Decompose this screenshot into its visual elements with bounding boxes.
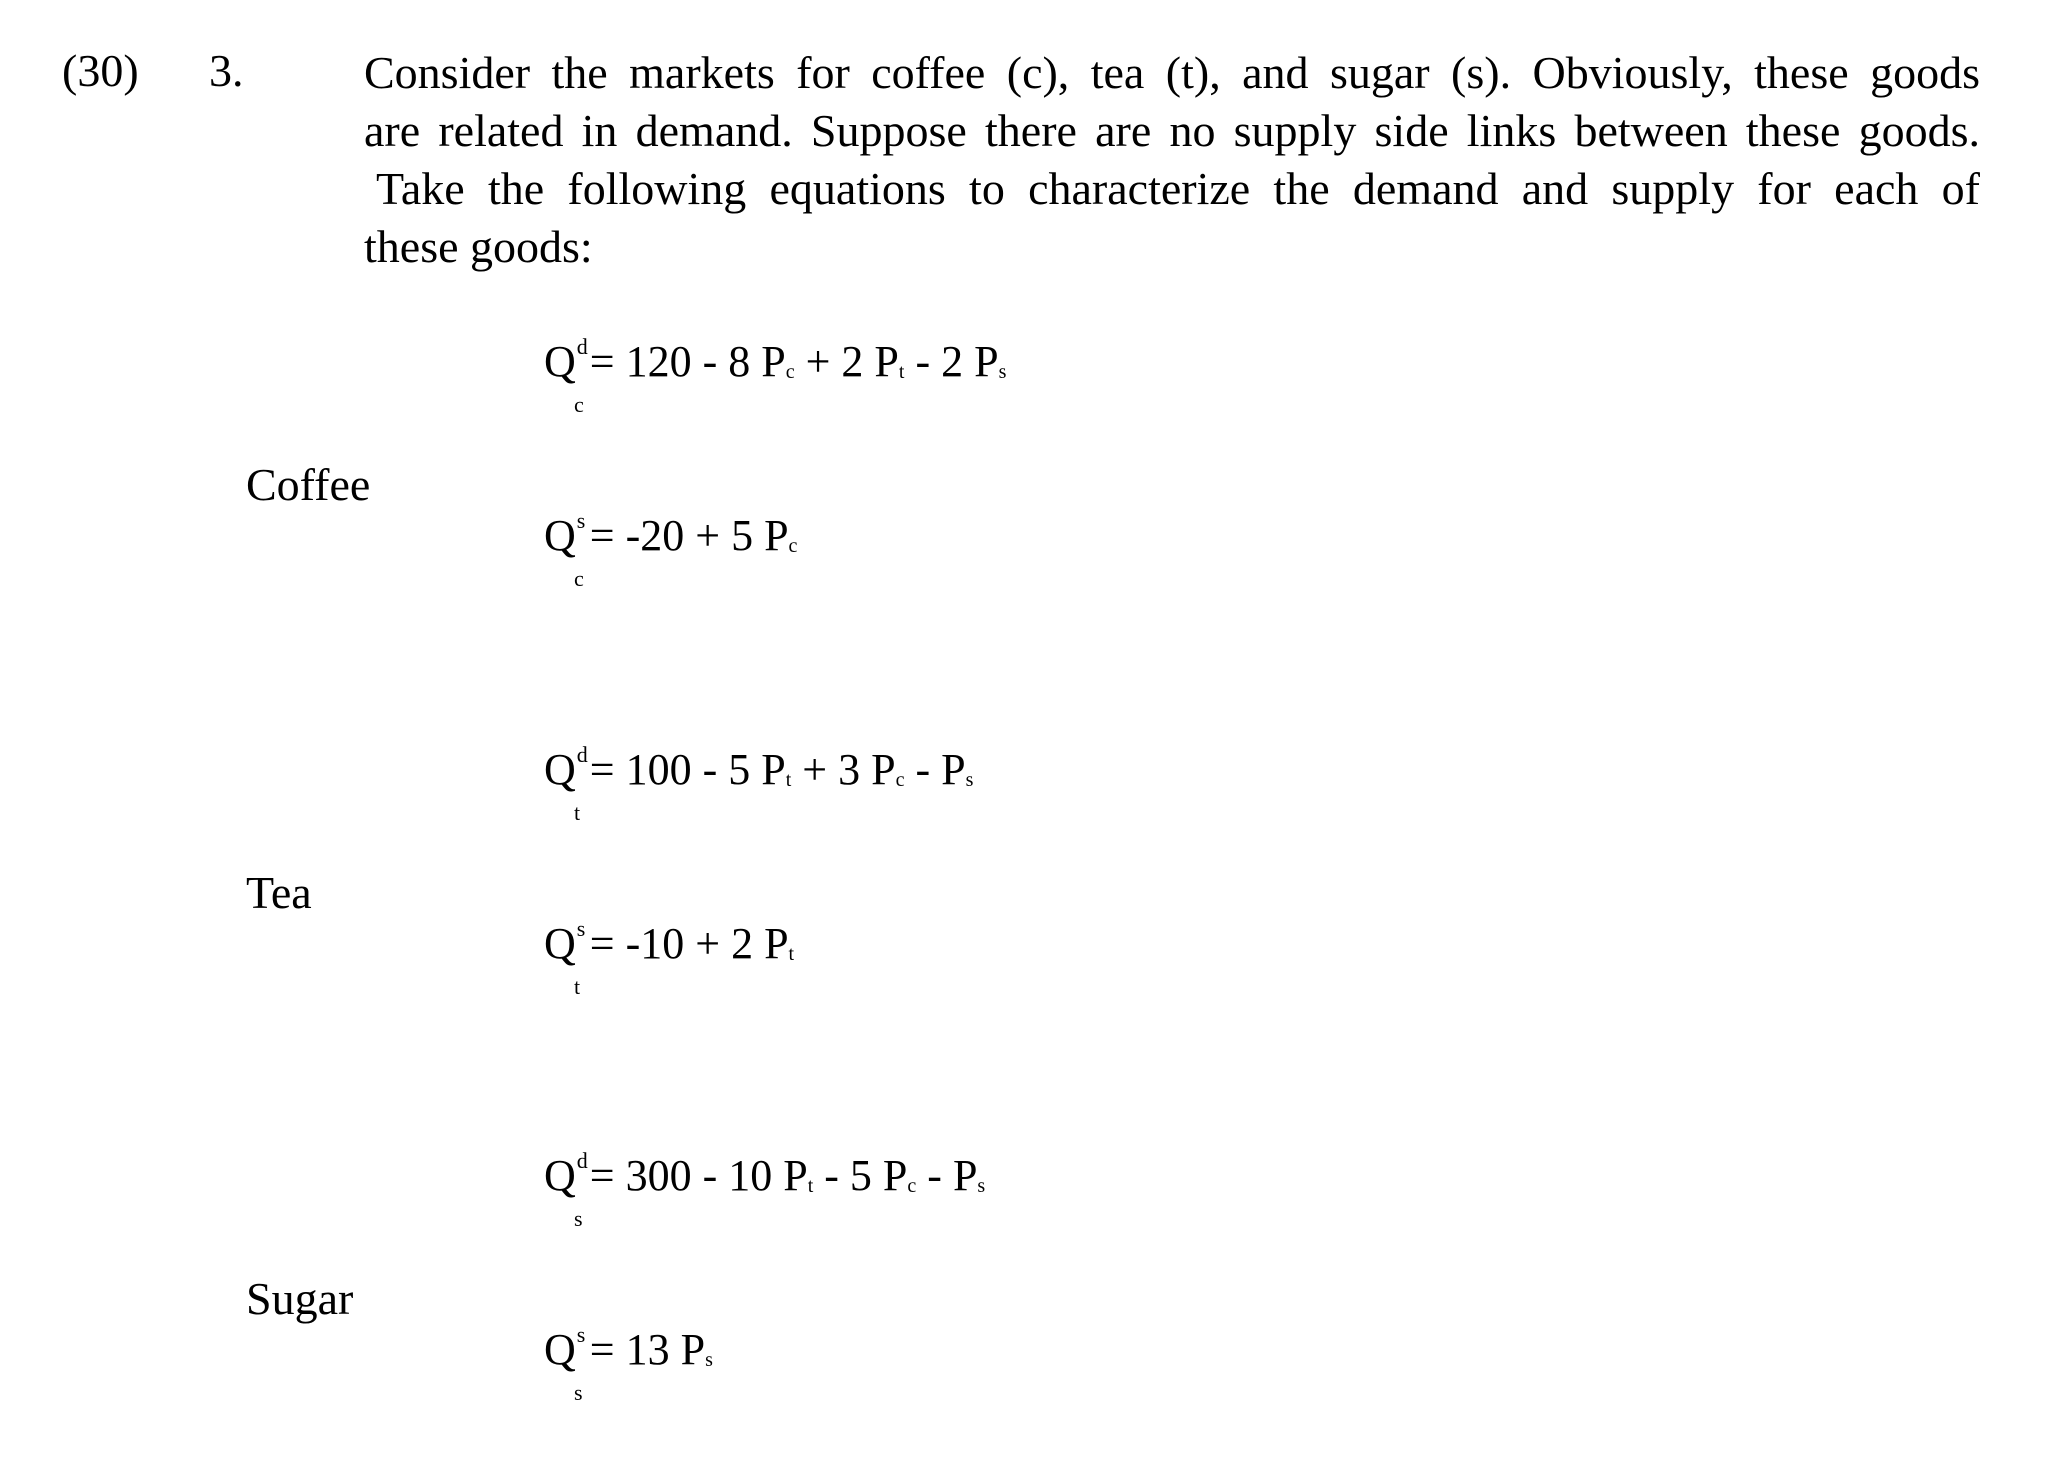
equation-term: = -20 + 5 P [589,511,789,560]
quantity-symbol: Q d s [544,1148,588,1231]
quantity-symbol: Q d c [544,334,588,417]
question-points: (30) [62,45,139,96]
quantity-subscript: c [574,566,584,591]
coffee-demand-equation [544,334,1007,417]
prompt-line-1: Consider the markets for coffee (c), tea (t), and sugar (s). Obviously, these goods [364,47,1980,98]
price-subscript: t [785,769,792,791]
quantity-symbol: Q d t [544,742,588,825]
price-subscript: c [907,1175,917,1197]
quantity-superscript: s [576,1322,586,1347]
prompt-line-4: these goods: [364,221,593,272]
price-subscript: t [898,361,905,383]
quantity-subscript: s [574,1380,583,1405]
equation-term: - 2 P [904,337,999,386]
quantity-superscript: d [576,334,588,359]
prompt-line-2: are related in demand. Suppose there are no supply side links between these goods. [364,105,1980,156]
sugar-demand-equation [544,1148,986,1231]
group-label-coffee: Coffee [246,459,371,510]
quantity-superscript: d [576,742,588,767]
equation-rhs [589,1151,986,1200]
question-prompt [364,44,1980,276]
equation-term: - P [904,745,966,794]
group-label-sugar: Sugar [246,1273,354,1324]
price-subscript: t [788,943,795,965]
price-subscript: s [965,769,974,791]
equation-rhs [589,337,1007,386]
equation-term: + 3 P [791,745,896,794]
quantity-subscript: t [574,974,581,999]
price-subscript: c [895,769,905,791]
equation-term: - P [916,1151,978,1200]
equation-term: - 5 P [813,1151,908,1200]
equation-rhs [589,1325,713,1374]
equation-term: + 2 P [794,337,899,386]
equation-term: = 300 - 10 P [589,1151,808,1200]
quantity-superscript: d [576,1148,588,1173]
price-subscript: c [788,535,798,557]
equation-rhs [589,919,795,968]
price-subscript: s [977,1175,986,1197]
quantity-subscript: c [574,392,584,417]
sugar-supply-equation [544,1322,713,1405]
price-subscript: c [785,361,795,383]
price-subscript: s [998,361,1007,383]
equation-term: = -10 + 2 P [589,919,789,968]
tea-demand-equation [544,742,974,825]
equation-term: = 120 - 8 P [589,337,786,386]
tea-supply-equation [544,916,795,999]
equation-rhs [589,745,974,794]
quantity-symbol: Q s t [544,916,586,999]
quantity-subscript: s [574,1206,583,1231]
equation-term: = 13 P [589,1325,706,1374]
quantity-superscript: s [576,508,586,533]
quantity-superscript: s [576,916,586,941]
price-subscript: t [807,1175,814,1197]
coffee-supply-equation [544,508,798,591]
question-number: 3. [209,45,244,96]
equation-rhs [589,511,798,560]
group-label-tea: Tea [246,867,312,918]
quantity-subscript: t [574,800,581,825]
quantity-symbol: Q s s [544,1322,586,1405]
prompt-line-3: Take the following equations to characterize the demand and supply for each of [376,163,1980,214]
price-subscript: s [705,1349,713,1371]
equation-term: = 100 - 5 P [589,745,786,794]
quantity-symbol: Q s c [544,508,586,591]
